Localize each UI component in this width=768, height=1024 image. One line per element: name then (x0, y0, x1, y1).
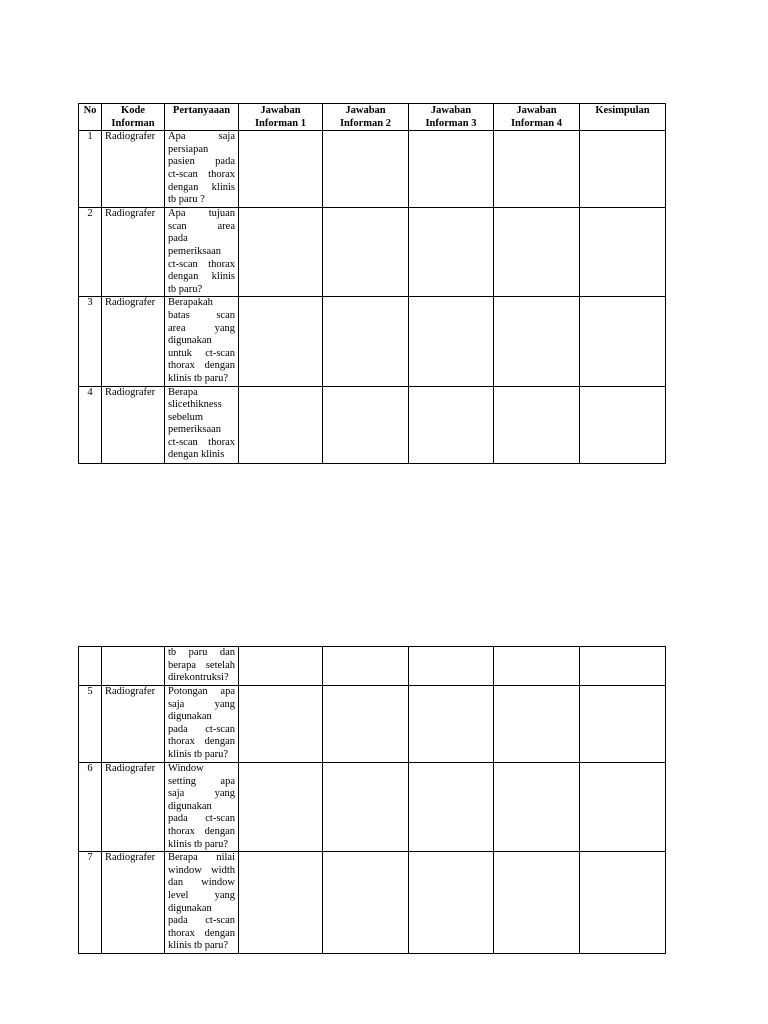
question-line: pada (168, 233, 188, 245)
kode-informan-cell: Radiografer (102, 208, 165, 297)
kode-informan-cell (102, 647, 165, 686)
jawaban-informan-1-cell[interactable] (239, 647, 323, 686)
header-jawaban-informan-4: Jawaban Informan 4 (494, 104, 580, 131)
kode-informan-cell: Radiografer (102, 763, 165, 852)
row-number: 2 (79, 208, 102, 297)
jawaban-informan-2-cell[interactable] (323, 763, 409, 852)
kode-informan-cell: Radiografer (102, 852, 165, 954)
header-kode-informan: Kode Informan (102, 104, 165, 131)
jawaban-informan-4-cell[interactable] (494, 686, 580, 763)
table-row (79, 131, 666, 208)
table-row (79, 763, 666, 852)
jawaban-informan-4-cell[interactable] (494, 297, 580, 386)
kode-informan-cell: Radiografer (102, 386, 165, 463)
header-pertanyaan: Pertanyaaan (165, 104, 239, 131)
question-line: pada ct-scan (168, 813, 235, 825)
kesimpulan-cell[interactable] (580, 131, 666, 208)
question-line: Apa saja (168, 131, 235, 143)
jawaban-informan-2-cell[interactable] (323, 386, 409, 463)
question-line: persiapan (168, 143, 209, 155)
table-row (79, 208, 666, 297)
question-cell (165, 386, 239, 463)
question-line: klinis tb paru? (168, 940, 229, 952)
jawaban-informan-4-cell[interactable] (494, 763, 580, 852)
question-line: thorax dengan (168, 927, 235, 939)
jawaban-informan-3-cell[interactable] (409, 386, 494, 463)
kesimpulan-cell[interactable] (580, 386, 666, 463)
question-line: pada ct-scan (168, 915, 235, 927)
question-cell (165, 647, 239, 686)
question-line: tb paru dan (168, 647, 235, 658)
jawaban-informan-3-cell[interactable] (409, 686, 494, 763)
question-line: digunakan (168, 800, 212, 812)
row-number: 3 (79, 297, 102, 386)
question-line: ct-scan thorax (168, 258, 235, 270)
question-line: thorax dengan (168, 736, 235, 748)
jawaban-informan-4-cell[interactable] (494, 852, 580, 954)
jawaban-informan-2-cell[interactable] (323, 131, 409, 208)
kesimpulan-cell[interactable] (580, 297, 666, 386)
jawaban-informan-3-cell[interactable] (409, 208, 494, 297)
question-line: slicethikness (168, 399, 222, 411)
row-number: 4 (79, 386, 102, 463)
question-line: Berapa nilai (168, 852, 235, 864)
table-row (79, 297, 666, 386)
question-line: pada ct-scan (168, 723, 235, 735)
interview-table-page-2 (78, 646, 666, 954)
kesimpulan-cell[interactable] (580, 686, 666, 763)
question-line: setting apa (168, 775, 235, 787)
question-line: thorax dengan (168, 360, 235, 372)
jawaban-informan-4-cell[interactable] (494, 131, 580, 208)
question-line: dengan klinis (168, 271, 235, 283)
jawaban-informan-4-cell[interactable] (494, 647, 580, 686)
jawaban-informan-1-cell[interactable] (239, 852, 323, 954)
question-line: digunakan (168, 335, 212, 347)
question-line: saja yang (168, 788, 235, 800)
question-cell (165, 297, 239, 386)
header-no: No (79, 104, 102, 131)
row-number: 1 (79, 131, 102, 208)
row-number: 7 (79, 852, 102, 954)
question-line: dengan klinis (168, 181, 235, 193)
question-line: batas scan (168, 309, 235, 321)
jawaban-informan-1-cell[interactable] (239, 208, 323, 297)
jawaban-informan-1-cell[interactable] (239, 131, 323, 208)
jawaban-informan-1-cell[interactable] (239, 686, 323, 763)
table-header-row (79, 104, 666, 131)
question-line: Potongan apa (168, 686, 235, 697)
question-line: area yang (168, 322, 235, 334)
question-line: ct-scan thorax (168, 168, 235, 180)
jawaban-informan-3-cell[interactable] (409, 763, 494, 852)
jawaban-informan-1-cell[interactable] (239, 297, 323, 386)
kode-informan-cell: Radiografer (102, 297, 165, 386)
question-line: pasien pada (168, 156, 235, 168)
question-line: level yang (168, 889, 235, 901)
question-line: digunakan (168, 902, 212, 914)
row-number (79, 647, 102, 686)
kode-informan-cell: Radiografer (102, 131, 165, 208)
table-row (79, 852, 666, 954)
question-line: tb paru? (168, 283, 203, 295)
question-line: saja yang (168, 698, 235, 710)
question-line: klinis tb paru? (168, 838, 229, 850)
question-line: pemeriksaan (168, 245, 222, 257)
kesimpulan-cell[interactable] (580, 647, 666, 686)
question-line: thorax dengan (168, 825, 235, 837)
question-line: untuk ct-scan (168, 347, 235, 359)
jawaban-informan-2-cell[interactable] (323, 852, 409, 954)
table-row (79, 386, 666, 463)
kesimpulan-cell[interactable] (580, 763, 666, 852)
jawaban-informan-4-cell[interactable] (494, 386, 580, 463)
question-line: pemeriksaan (168, 424, 222, 436)
question-line: klinis tb paru? (168, 372, 229, 384)
question-cell (165, 686, 239, 763)
question-line: Apa tujuan (168, 208, 235, 220)
header-kesimpulan: Kesimpulan (580, 104, 666, 131)
row-number: 6 (79, 763, 102, 852)
question-line: ct-scan thorax (168, 436, 235, 448)
question-cell (165, 763, 239, 852)
jawaban-informan-1-cell[interactable] (239, 386, 323, 463)
question-line: digunakan (168, 711, 212, 723)
question-line: dengan klinis (168, 449, 225, 461)
question-line: window width (168, 864, 235, 876)
question-line: Window (168, 763, 204, 774)
question-line: tb paru ? (168, 194, 205, 206)
question-line: scan area (168, 220, 235, 232)
kode-informan-cell: Radiografer (102, 686, 165, 763)
question-line: sebelum (168, 411, 203, 423)
table-row (79, 686, 666, 763)
jawaban-informan-1-cell[interactable] (239, 763, 323, 852)
header-jawaban-informan-3: Jawaban Informan 3 (409, 104, 494, 131)
question-cell (165, 131, 239, 208)
question-line: direkontruksi? (168, 672, 229, 684)
question-line: Berapakah (168, 297, 213, 309)
question-line: klinis tb paru? (168, 748, 229, 760)
question-line: berapa setelah (168, 659, 235, 671)
question-line: dan window (168, 877, 235, 889)
kesimpulan-cell[interactable] (580, 208, 666, 297)
interview-table-page-1 (78, 103, 666, 464)
jawaban-informan-3-cell[interactable] (409, 647, 494, 686)
jawaban-informan-2-cell[interactable] (323, 208, 409, 297)
kesimpulan-cell[interactable] (580, 852, 666, 954)
row-number: 5 (79, 686, 102, 763)
table-row (79, 647, 666, 686)
jawaban-informan-4-cell[interactable] (494, 208, 580, 297)
header-jawaban-informan-1: Jawaban Informan 1 (239, 104, 323, 131)
header-jawaban-informan-2: Jawaban Informan 2 (323, 104, 409, 131)
jawaban-informan-2-cell[interactable] (323, 686, 409, 763)
question-line: Berapa (168, 386, 198, 398)
jawaban-informan-3-cell[interactable] (409, 852, 494, 954)
question-cell (165, 852, 239, 954)
question-cell (165, 208, 239, 297)
jawaban-informan-3-cell[interactable] (409, 131, 494, 208)
jawaban-informan-2-cell[interactable] (323, 297, 409, 386)
jawaban-informan-2-cell[interactable] (323, 647, 409, 686)
jawaban-informan-3-cell[interactable] (409, 297, 494, 386)
